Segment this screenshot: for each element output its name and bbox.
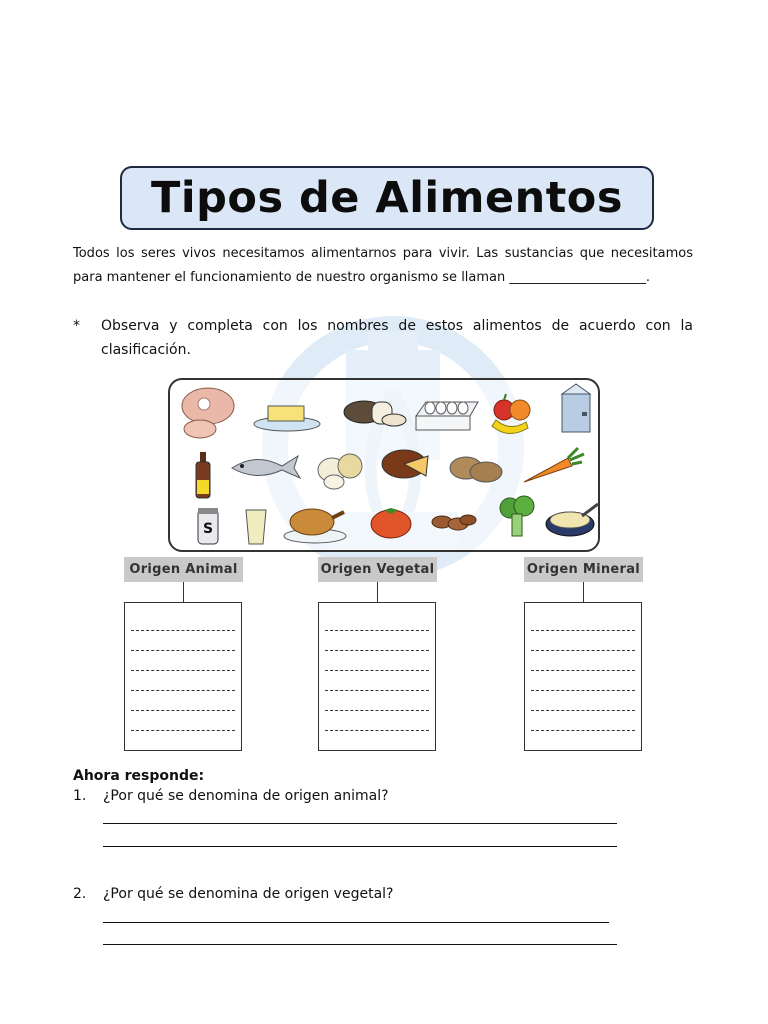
potatoes-icon <box>448 454 504 484</box>
fish-icon <box>228 452 302 482</box>
answer-line-1a[interactable] <box>103 823 617 824</box>
roast-chicken-icon <box>282 504 348 544</box>
page-title: Tipos de Alimentos <box>151 173 623 223</box>
answer-line <box>325 731 429 751</box>
almonds-icon <box>430 510 478 534</box>
question-number: 1. <box>73 788 87 804</box>
answer-line <box>325 651 429 671</box>
answer-line <box>325 631 429 651</box>
question-text: ¿Por qué se denomina de origen vegetal? <box>103 886 394 902</box>
answer-line <box>131 611 235 631</box>
question-number: 2. <box>73 886 87 902</box>
connector-line <box>377 582 378 602</box>
tomato-icon <box>368 504 414 540</box>
cereal-bowl-icon <box>544 502 600 540</box>
eggs-icon <box>414 394 480 434</box>
bullet-star: * <box>73 318 80 334</box>
answer-line-1b[interactable] <box>103 846 617 847</box>
instruction-text: Observa y completa con los nombres de estos alimentos de acuerdo con la clasificación. <box>101 318 693 358</box>
origen-vegetal-answer-box[interactable] <box>318 602 436 751</box>
question-2 <box>73 886 393 902</box>
salt-shaker-icon <box>196 506 220 546</box>
question-text: ¿Por qué se denomina de origen animal? <box>103 788 389 804</box>
answer-line <box>325 671 429 691</box>
answer-line <box>531 691 635 711</box>
intro-text: Todos los seres vivos necesitamos alimentarnos para vivir. Las sustancias que necesitamos para mantener el funcionamiento de nuestro organismo se llaman <box>73 246 693 285</box>
answer-line <box>531 671 635 691</box>
answer-line <box>325 611 429 631</box>
bread-icon <box>342 396 408 430</box>
cheese-icon <box>380 448 432 484</box>
answer-line <box>131 691 235 711</box>
answer-line-2a[interactable] <box>103 922 609 923</box>
connector-line <box>183 582 184 602</box>
butter-icon <box>252 400 322 432</box>
answer-line <box>531 711 635 731</box>
answer-line <box>531 611 635 631</box>
origen-animal-answer-box[interactable] <box>124 602 242 751</box>
food-images-panel <box>168 378 600 552</box>
connector-line <box>583 582 584 602</box>
origen-mineral-label: Origen Mineral <box>524 557 643 582</box>
answer-line <box>325 691 429 711</box>
fruit-icon <box>488 392 536 440</box>
intro-paragraph <box>73 242 693 290</box>
answer-line <box>131 651 235 671</box>
answer-line <box>131 671 235 691</box>
water-glass-icon <box>244 508 268 546</box>
answer-line <box>131 711 235 731</box>
broccoli-icon <box>496 494 538 538</box>
origen-animal-label: Origen Animal <box>124 557 243 582</box>
instruction <box>73 314 693 362</box>
questions-heading: Ahora responde: <box>73 768 205 784</box>
intro-blank: _____________________. <box>509 270 651 285</box>
answer-line <box>131 631 235 651</box>
answer-line <box>531 651 635 671</box>
origen-vegetal-label: Origen Vegetal <box>318 557 437 582</box>
oil-bottle-icon <box>192 450 214 500</box>
answer-line <box>131 731 235 751</box>
answer-line <box>531 731 635 751</box>
carrot-icon <box>520 446 586 486</box>
ham-icon <box>178 384 236 442</box>
answer-line <box>531 631 635 651</box>
milk-carton-icon <box>558 382 594 434</box>
svg-text:S: S <box>203 521 214 537</box>
question-1 <box>73 788 389 804</box>
title-banner <box>120 166 654 230</box>
answer-line <box>325 711 429 731</box>
origen-mineral-answer-box[interactable] <box>524 602 642 751</box>
answer-line-2b[interactable] <box>103 944 617 945</box>
onion-garlic-icon <box>314 450 366 490</box>
